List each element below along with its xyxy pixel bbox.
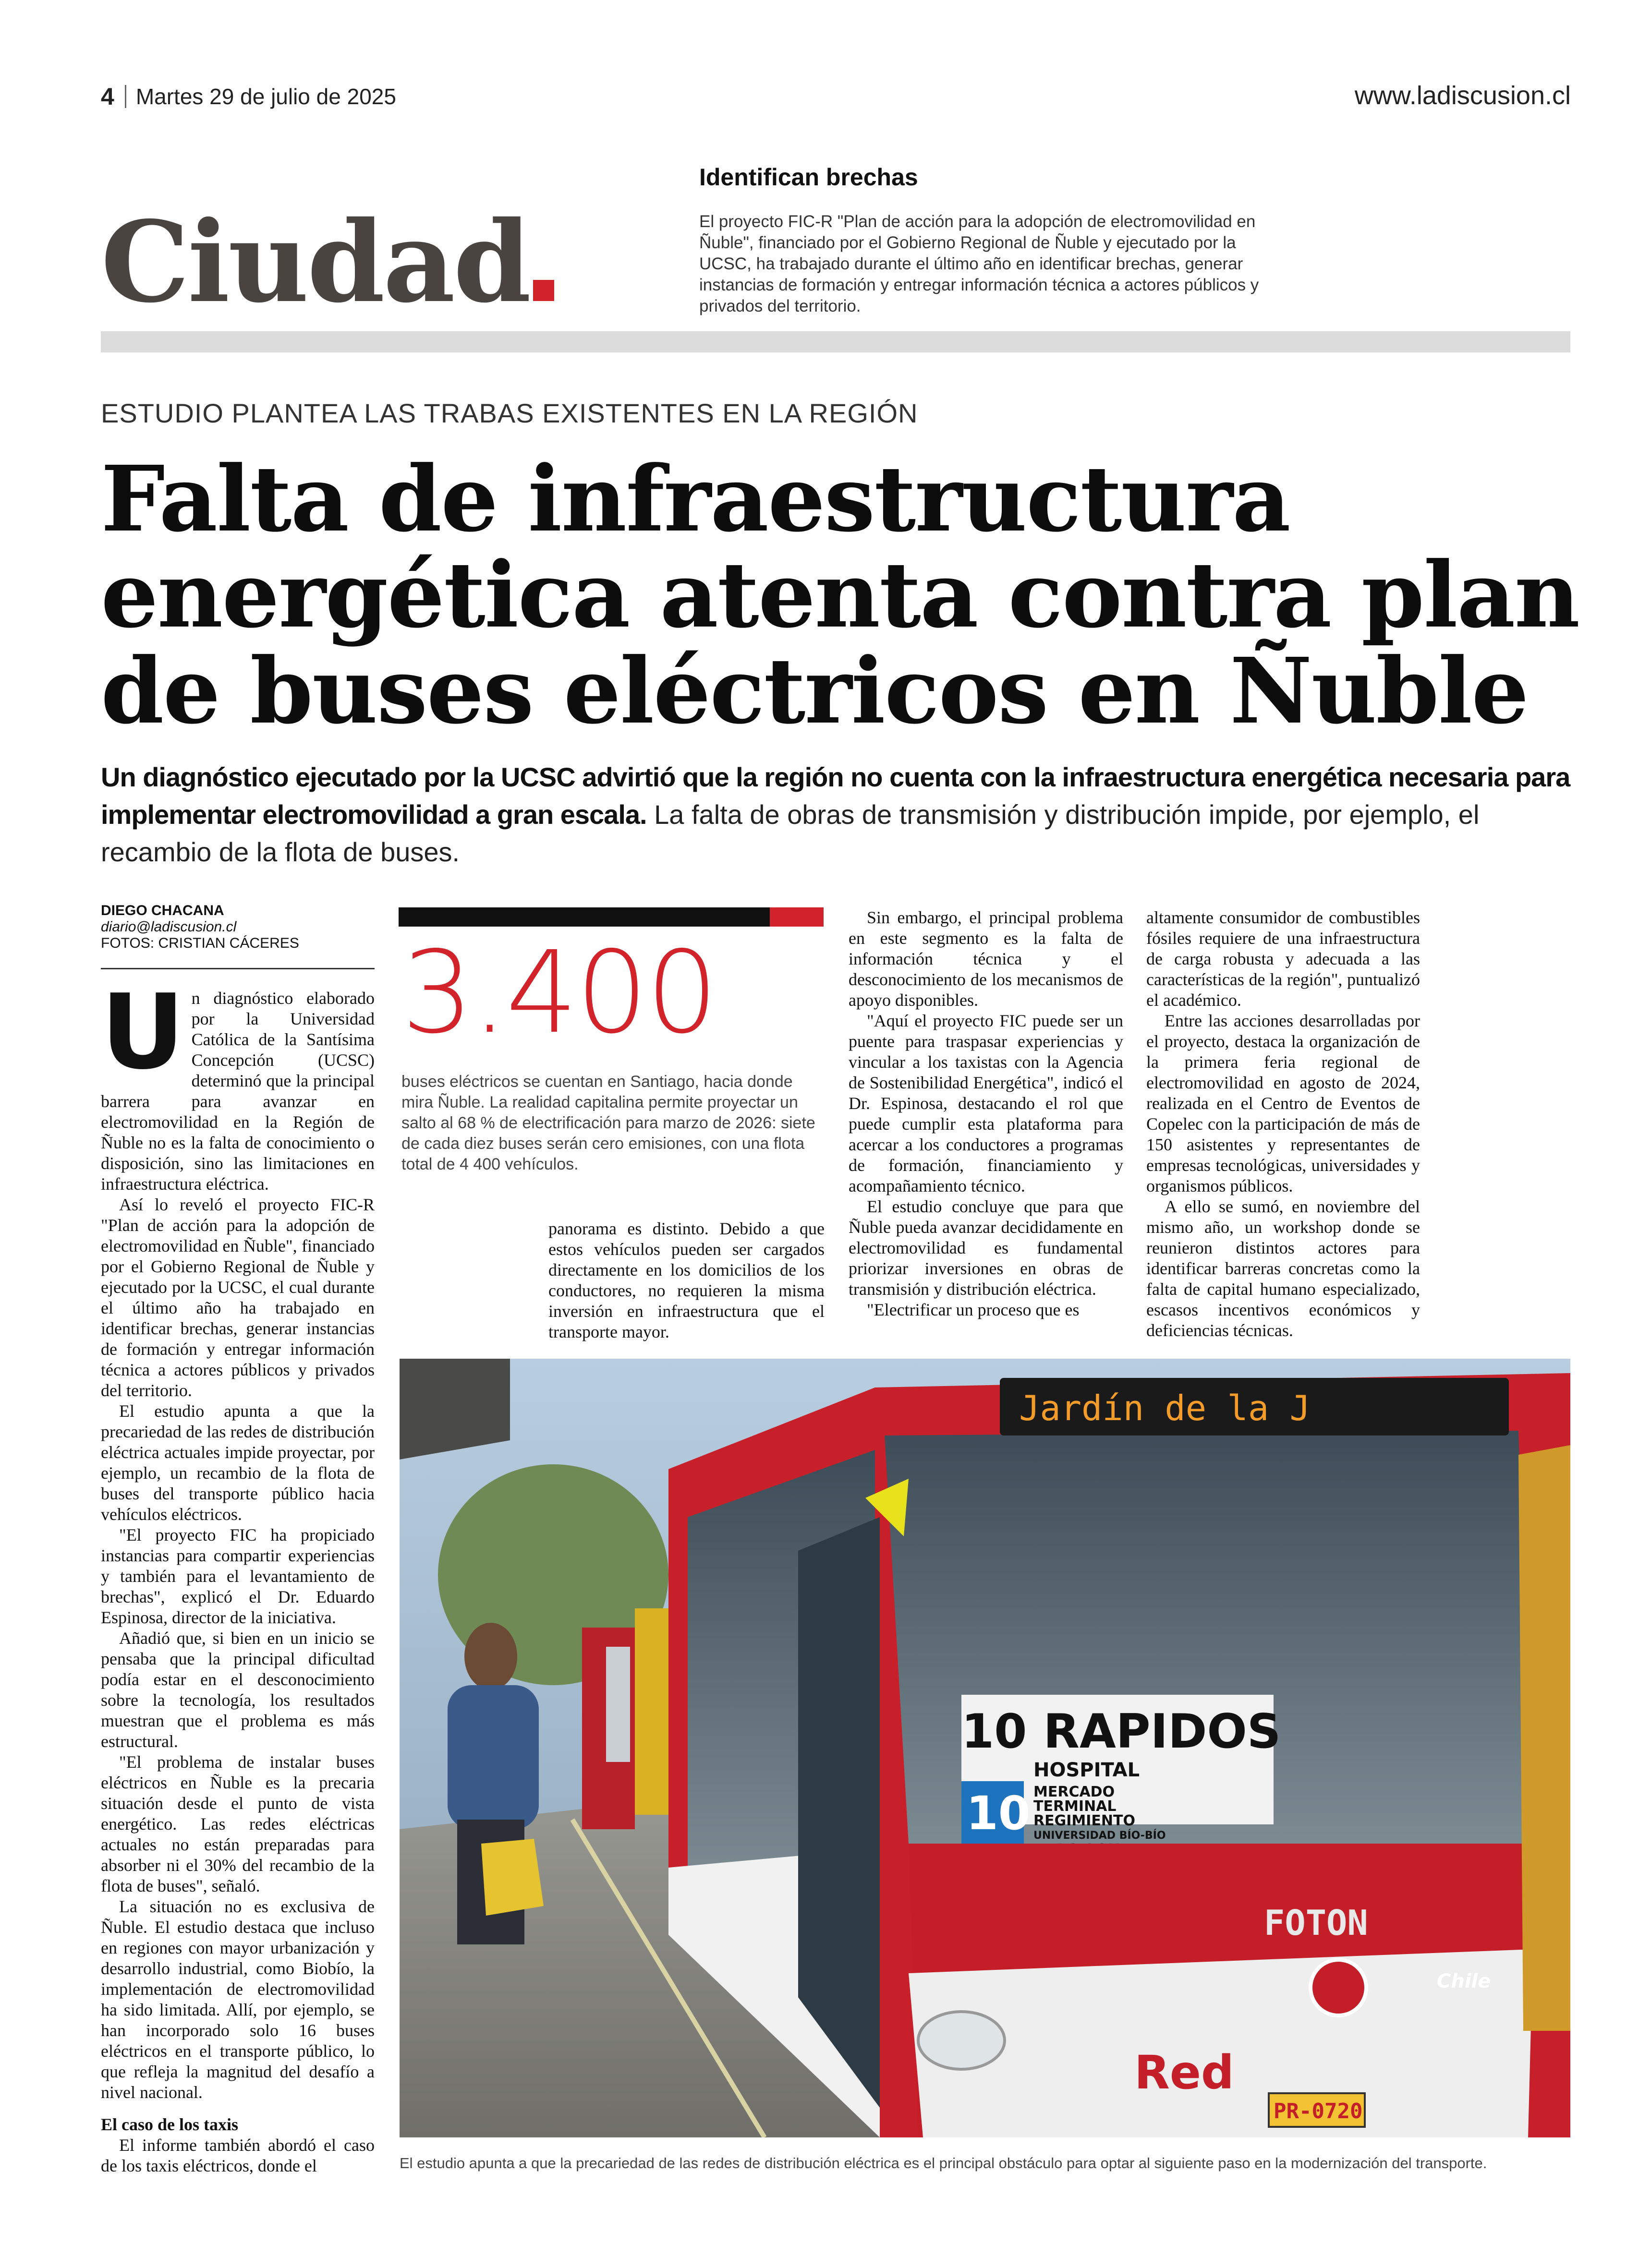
article-photo: [400, 1359, 1570, 2137]
route-stop-2: MERCADO: [1033, 1784, 1115, 1800]
paragraph: La situación no es exclusiva de Ñuble. El estudio destaca que incluso en regiones con mayor urbanización y desarrollo industrial, como Biobío, la implementación de electromovilidad ha sido limitada. Allí, por ejemplo, se han incorporado solo 16 buses eléctricos en el transporte público, lo que refleja la magnitud del desafío a nivel nacional.: [101, 1897, 375, 2102]
section-title: [101, 196, 554, 327]
section-title-text: Ciudad: [101, 196, 530, 327]
paragraph: altamente consumidor de combustibles fósiles requiere de una infraestructura de carga robusta y adecuada a las características de la región", puntualizó el académico.: [1146, 908, 1420, 1010]
photo-caption: El estudio apunta a que la precariedad de las redes de distribución eléctrica es el principal obstáculo para optar al siguiente paso en la modernización del transporte.: [400, 2155, 1487, 2171]
route-stop-3: TERMINAL: [1033, 1798, 1117, 1815]
stat-number: 3.400: [401, 927, 716, 1059]
drop-cap: U: [101, 972, 185, 1092]
shopping-bag: [481, 1839, 544, 1916]
article-headline: Falta de infraestructura energética atenta contra plan de buses eléctricos en Ñuble: [101, 446, 1579, 744]
country-badge: Chile: [1437, 1970, 1491, 1992]
subheading: El caso de los taxis: [101, 2115, 239, 2134]
paragraph: El informe también abordó el caso de los taxis eléctricos, donde el: [101, 2135, 375, 2175]
article-column-2: [548, 1218, 825, 1342]
lead-bold: Un diagnóstico ejecutado por la UCSC advirtió que la región no cuenta con la infraestructura energética necesaria para implementar electromovilidad a gran escala.: [101, 762, 1570, 830]
route-stop-4: REGIMIENTO: [1033, 1812, 1135, 1829]
website-link[interactable]: www.ladiscusion.cl: [1354, 81, 1571, 110]
article-column-1: [101, 972, 375, 2176]
article-kicker: ESTUDIO PLANTEA LAS TRABAS EXISTENTES EN LA REGIÓN: [101, 398, 918, 428]
page-number: 4: [101, 83, 114, 110]
paragraph: "Aquí el proyecto FIC puede ser un puente para traspasar experiencias y vincular a los taxistas con la Agencia de Sostenibilidad Energética", indicó el Dr. Espinosa, destacando el rol que puede cumplir esta plataforma para acercar a los conductores a programas de formación, financiamiento y acompañamiento técnico.: [849, 1011, 1123, 1195]
destination-sign-text: Jardín de la J: [1019, 1388, 1311, 1428]
paragraph: Añadió que, si bien en un inicio se pensaba que la principal dificultad podía estar en el desconocimiento sobre la tecnología, los resultados muestran que el problema es más estructural.: [101, 1629, 375, 1751]
background-bus-2: [635, 1608, 673, 1815]
route-stop-1: HOSPITAL: [1033, 1759, 1140, 1781]
sidebar-box-text: El proyecto FIC-R "Plan de acción para la adopción de electromovilidad en Ñuble", financiado por el Gobierno Regional de Ñuble y ejecutado por la UCSC, ha trabajado durante el último año en identificar brechas, generar instancias de formación y entregar información técnica a actores públicos y privados del territorio.: [699, 212, 1259, 315]
paragraph: Así lo reveló el proyecto FIC-R "Plan de acción para la adopción de electromovilidad en Ñuble", financiado por el Gobierno Regional de Ñuble y ejecutado por la UCSC, el cual durante el último año ha trabajado en identificar brechas, generar instancias de formación y entregar información técnica a actores públicos y privados del territorio.: [101, 1195, 375, 1400]
issue-date: Martes 29 de julio de 2025: [135, 84, 396, 109]
stat-bar-accent: [770, 907, 824, 927]
operator-logo: Red: [1134, 2046, 1234, 2099]
section-divider-bar: [101, 331, 1570, 352]
bus-brand: FOTON: [1264, 1903, 1368, 1943]
photo-credit: FOTOS: CRISTIAN CÁCERES: [101, 935, 299, 951]
lead-regular: La falta de obras de transmisión y distribución impide, por ejemplo, el recambio de la flota de buses.: [101, 799, 1480, 867]
article-column-3: [849, 907, 1123, 1320]
paragraph: Entre las acciones desarrolladas por el proyecto, destaca la organización de la primera feria regional de electromovilidad en agosto de 2024, realizada en el Centro de Eventos de Copelec con la participación de más de 150 asistentes y representantes de empresas tecnológicas, universidades y organismos públicos.: [1146, 1011, 1420, 1195]
author-name: DIEGO CHACANA: [101, 903, 224, 918]
brand-emblem-icon: [1311, 1960, 1366, 2015]
header-divider: [125, 85, 126, 108]
paragraph: A ello se sumó, en noviembre del mismo año, un workshop donde se reunieron distintos actores para identificar barreras concretas como la falta de capital humano especializado, escasos incentivos económicos y deficiencias técnicas.: [1146, 1197, 1420, 1340]
background-bus-1-window: [606, 1647, 630, 1762]
author-email[interactable]: diario@ladiscusion.cl: [101, 919, 237, 935]
route-number: 10: [966, 1786, 1031, 1840]
stat-description: buses eléctricos se cuentan en Santiago, hacia donde mira Ñuble. La realidad capitalina permite proyectar un salto al 68 % de electrificación para marzo de 2026: siete de cada diez buses serán cero emisiones, con una flota total de 4 400 vehículos.: [401, 1073, 815, 1173]
pedestrian-jacket: [448, 1685, 539, 1829]
paragraph: El estudio concluye que para que Ñuble pueda avanzar decididamente en electromovilidad es fundamental priorizar inversiones en obras de transmisión y distribución eléctrica.: [849, 1197, 1123, 1299]
section-title-dot: [533, 280, 554, 301]
headlight-icon: [918, 2012, 1005, 2069]
right-edge-bus: [1518, 1445, 1570, 2031]
route-stop-5: UNIVERSIDAD BÍO-BÍO: [1033, 1830, 1166, 1842]
paragraph: "El problema de instalar buses eléctricos en Ñuble es la precaria situación desde el punto de vista energético. Las redes eléctricas actuales no están preparadas para absorber ni el 30% del recambio de la flota de buses", señaló.: [101, 1752, 375, 1895]
route-title: 10 RAPIDOS: [961, 1704, 1281, 1759]
paragraph: n diagnóstico elaborado por la Universidad Católica de la Santísima Concepción (UCSC) determinó que la principal barrera para avanzar en electromovilidad en la Región de Ñuble no es la falta de conocimiento o disposición, sino las limitaciones en infraestructura eléctrica.: [101, 989, 375, 1194]
byline-rule: [101, 968, 375, 969]
byline: [101, 903, 375, 952]
article-lead: [101, 759, 1575, 871]
paragraph: panorama es distinto. Debido a que estos vehículos pueden ser cargados directamente en los domicilios de los conductores, no requieren la misma inversión en infraestructura que el transporte mayor.: [548, 1219, 825, 1341]
license-plate-text: PR-0720: [1274, 2099, 1363, 2123]
bus-photo-illustration: [400, 1359, 1570, 2137]
paragraph: Sin embargo, el principal problema en este segmento es la falta de información técnica y el desconocimiento de los mecanismos de apoyo disponibles.: [849, 908, 1123, 1010]
paragraph: "El proyecto FIC ha propiciado instancias para compartir experiencias y también para el levantamiento de brechas", explicó el Dr. Eduardo Espinosa, director de la iniciativa.: [101, 1525, 375, 1627]
page-header-left: [101, 83, 396, 110]
pedestrian-hair: [464, 1623, 517, 1690]
sidebar-box-title: Identifican brechas: [699, 164, 918, 191]
article-column-4: [1146, 907, 1420, 1341]
stat-bar: [399, 907, 824, 927]
paragraph: "Electrificar un proceso que es: [867, 1300, 1080, 1319]
paragraph: El estudio apunta a que la precariedad de las redes de distribución eléctrica actuales impide proyectar, por ejemplo, un recambio de la flota de buses del transporte público hacia vehículos eléctricos.: [101, 1401, 375, 1524]
